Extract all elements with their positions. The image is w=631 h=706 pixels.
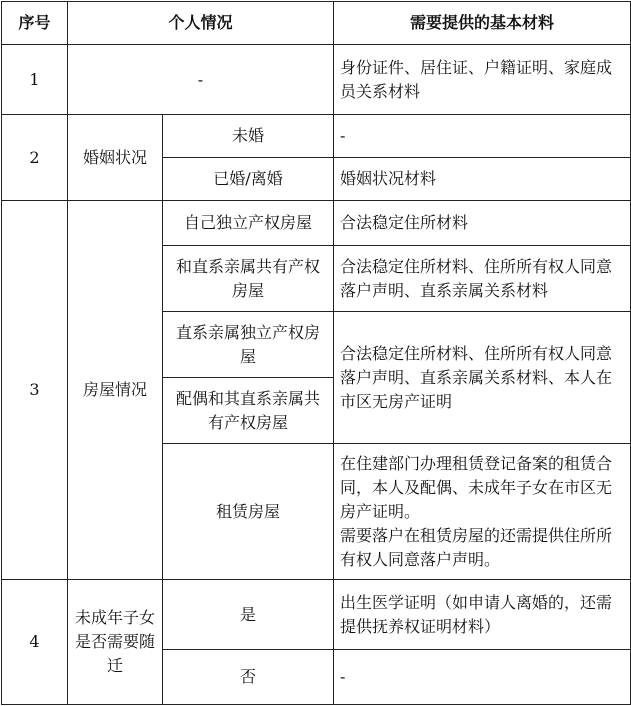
materials-cell: 婚姻状况材料	[334, 158, 631, 201]
table-row	[2, 45, 631, 115]
situation-cell: 自己独立产权房屋	[163, 201, 334, 246]
situation-cell: 配偶和其直系亲属共有产权房屋	[163, 378, 334, 444]
header-materials: 需要提供的基本材料	[334, 2, 631, 45]
category-cell: 未成年子女是否需要随迁	[68, 580, 163, 705]
header-row	[2, 2, 631, 45]
category-cell: 房屋情况	[68, 201, 163, 580]
table-row	[2, 580, 631, 650]
materials-cell: -	[334, 115, 631, 158]
header-index: 序号	[2, 2, 68, 45]
materials-cell: -	[334, 650, 631, 705]
table-row	[2, 201, 631, 246]
category-cell: 婚姻状况	[68, 115, 163, 201]
materials-cell: 合法稳定住所材料	[334, 201, 631, 246]
situation-cell: -	[68, 45, 334, 115]
situation-cell: 租赁房屋	[163, 444, 334, 580]
materials-cell: 出生医学证明（如申请人离婚的，还需提供抚养权证明材料）	[334, 580, 631, 650]
situation-cell: 直系亲属独立产权房屋	[163, 312, 334, 378]
situation-cell: 否	[163, 650, 334, 705]
header-situation: 个人情况	[68, 2, 334, 45]
situation-cell: 是	[163, 580, 334, 650]
row-number: 4	[2, 580, 68, 705]
materials-cell: 身份证件、居住证、户籍证明、家庭成员关系材料	[334, 45, 631, 115]
materials-cell: 合法稳定住所材料、住所所有权人同意落户声明、直系亲属关系材料	[334, 246, 631, 312]
row-number: 1	[2, 45, 68, 115]
materials-table	[1, 1, 631, 705]
situation-cell: 和直系亲属共有产权房屋	[163, 246, 334, 312]
materials-cell: 在住建部门办理租赁登记备案的租赁合同，本人及配偶、未成年子女在市区无房产证明。 需要落户在租赁房屋的还需提供住所所有权人同意落户声明。	[334, 444, 631, 580]
row-number: 3	[2, 201, 68, 580]
situation-cell: 已婚/离婚	[163, 158, 334, 201]
row-number: 2	[2, 115, 68, 201]
materials-cell: 合法稳定住所材料、住所所有权人同意落户声明、直系亲属关系材料、本人在市区无房产证明	[334, 312, 631, 444]
situation-cell: 未婚	[163, 115, 334, 158]
table-row	[2, 115, 631, 158]
